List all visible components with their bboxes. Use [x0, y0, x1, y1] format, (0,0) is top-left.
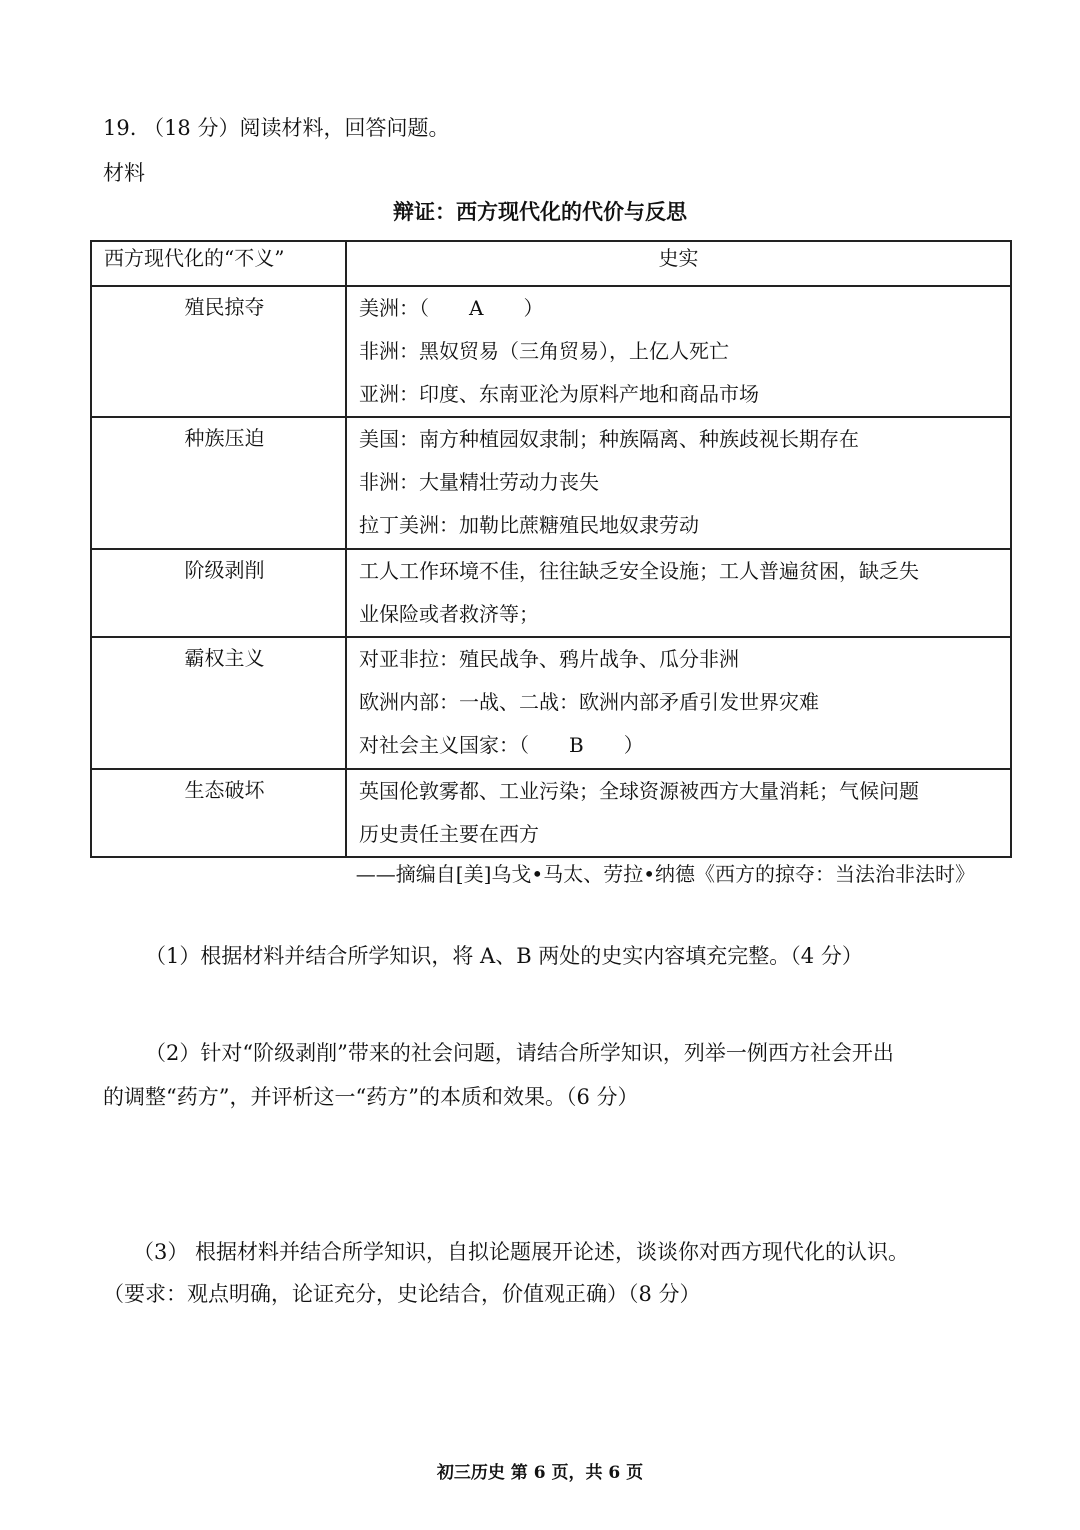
page-footer: 初三历史 第 6 页，共 6 页: [436, 1463, 644, 1483]
fact-line: 欧洲内部：一战、二战：欧洲内部矛盾引发世界灾难: [359, 690, 819, 714]
row-category: 阶级剥削: [184, 558, 265, 582]
material-label: 材料: [103, 161, 145, 185]
material-table: [90, 240, 1012, 858]
table-row: [91, 549, 1011, 637]
fact-line: 对亚非拉：殖民战争、鸦片战争、瓜分非洲: [359, 647, 739, 671]
fact-line: 历史责任主要在西方: [359, 822, 539, 846]
column-header: 史实: [346, 241, 1011, 286]
row-category: 种族压迫: [184, 426, 265, 450]
fact-line: 工人工作环境不佳，往往缺乏安全设施；工人普遍贫困，缺乏失: [359, 559, 919, 583]
fact-line: 英国伦敦雾都、工业污染；全球资源被西方大量消耗；气候问题: [359, 779, 919, 803]
sub-question-3: （3） 根据材料并结合所学知识，自拟论题展开论述，谈谈你对西方现代化的认识。: [133, 1240, 910, 1264]
sub-question-1: （1）根据材料并结合所学知识，将 A、B 两处的史实内容填充完整。（4 分）: [145, 944, 863, 968]
table-row: [91, 286, 1011, 417]
table-row: [91, 769, 1011, 857]
fact-line: 业保险或者救济等；: [359, 602, 539, 626]
question-header: 19. （18 分）阅读材料，回答问题。: [103, 116, 450, 140]
fact-line: 美洲：（ A ）: [359, 296, 544, 320]
fact-line: 非洲：大量精壮劳动力丧失: [359, 470, 599, 494]
fact-line: 美国：南方种植园奴隶制；种族隔离、种族歧视长期存在: [359, 427, 859, 451]
source-citation: ——摘编自[美]乌戈•马太、劳拉•纳德《西方的掠夺：当法治非法时》: [355, 862, 975, 886]
sub-question-3-requirements: （要求：观点明确，论证充分，史论结合，价值观正确）（8 分）: [103, 1282, 701, 1306]
row-category: 霸权主义: [184, 646, 265, 670]
fact-line: 亚洲：印度、东南亚沦为原料产地和商品市场: [359, 382, 759, 406]
row-category: 殖民掠夺: [184, 295, 265, 319]
fact-line: 拉丁美洲：加勒比蔗糖殖民地奴隶劳动: [359, 513, 699, 537]
sub-question-2: （2）针对“阶级剥削”带来的社会问题，请结合所学知识，列举一例西方社会开出: [145, 1041, 894, 1065]
fact-line: 非洲：黑奴贸易（三角贸易），上亿人死亡: [359, 339, 729, 363]
table-row: [91, 637, 1011, 769]
table-row: [91, 417, 1011, 549]
column-header: 西方现代化的“不义”: [91, 241, 346, 286]
table-title: 辩证：西方现代化的代价与反思: [393, 199, 687, 224]
fact-line: 对社会主义国家：（ B ）: [359, 733, 644, 757]
sub-question-2-continued: 的调整“药方”，并评析这一“药方”的本质和效果。（6 分）: [103, 1085, 639, 1109]
table-header-row: [91, 241, 1011, 286]
row-category: 生态破坏: [184, 778, 265, 802]
